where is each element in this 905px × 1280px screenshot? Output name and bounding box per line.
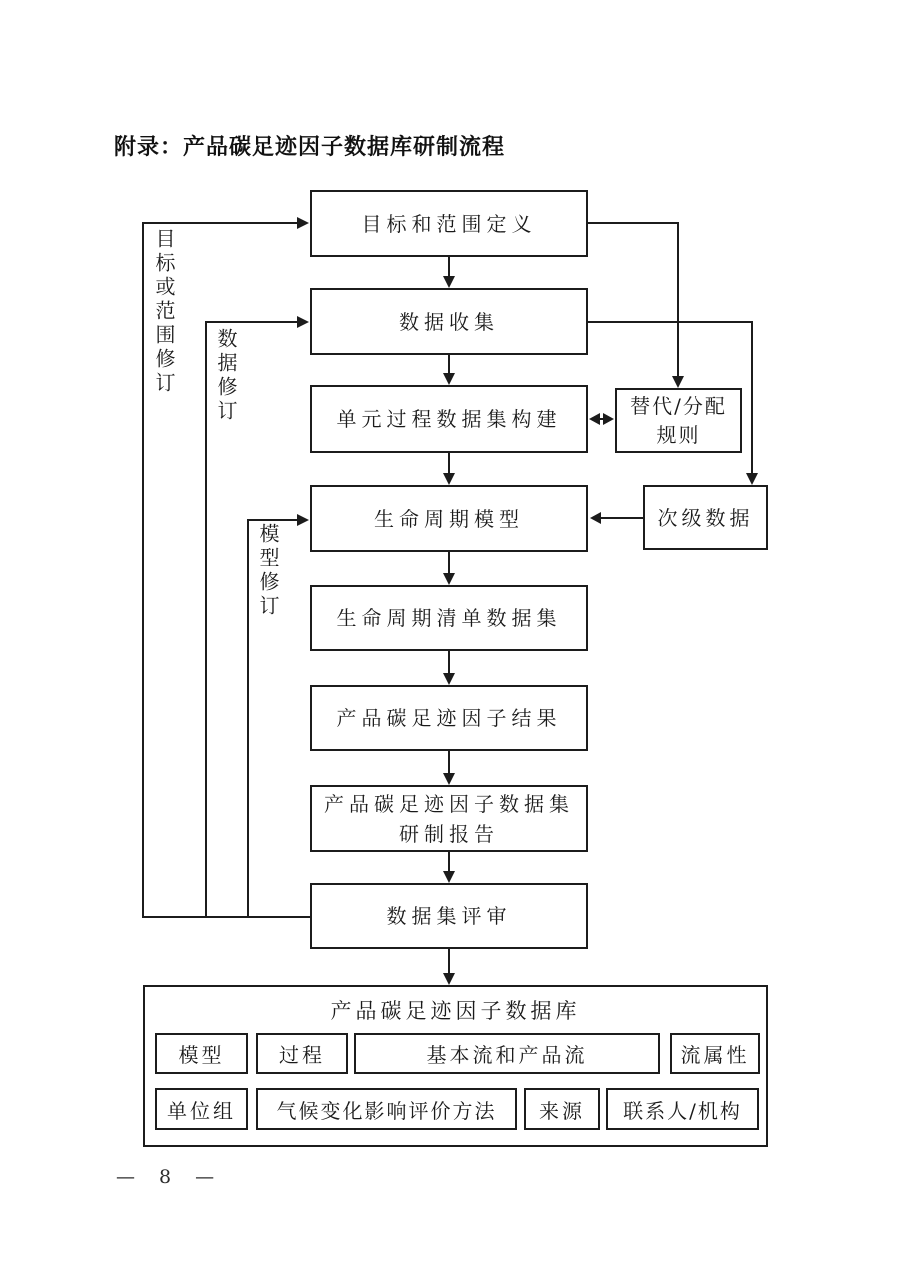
side-box-substitution-allocation-rules [615,388,742,453]
feedback-label-model-revision: 模型修订 [256,523,280,619]
flow-box-life-cycle-inventory-dataset [310,585,588,651]
database-title: 产品碳足迹因子数据库 [330,999,581,1023]
arrow-report-to-review [443,852,455,883]
side-box-secondary-data [643,485,768,550]
db-item-sources: 来源 [524,1088,600,1130]
side-box-label: 替代/分配规则 [630,393,727,447]
flow-box-label: 产品碳足迹因子结果 [336,706,562,730]
arrow-inventory-to-factor-result [443,651,455,685]
arrow-goal-to-data-collection [443,257,455,288]
flow-box-dataset-development-report [310,785,588,852]
page-title: 附录：产品碳足迹因子数据库研制流程 [114,134,506,159]
arrow-review-to-database [443,949,455,985]
flow-box-label: 数据集评审 [386,904,512,928]
db-item-contacts-institutions: 联系人/机构 [606,1088,759,1130]
db-item-flow-properties: 流属性 [670,1033,760,1074]
db-item-process: 过程 [256,1033,348,1074]
side-box-label: 次级数据 [657,505,754,530]
flow-box-label: 生命周期模型 [374,506,524,531]
feedback-label-goal-or-scope-revision: 目标或范围修订 [152,228,176,396]
arrow-factor-result-to-report [443,751,455,785]
flow-box-label: 数据收集 [399,309,499,334]
arrow-lifecycle-model-to-inventory [443,552,455,585]
flow-box-label: 目标和范围定义 [361,211,537,236]
arrow-unit-process-to-lifecycle-model [443,453,455,485]
page-number: — 8 — [116,1166,224,1188]
arrow-goal-to-substitution-rules [588,223,684,388]
arrow-secondary-data-to-lifecycle-model [590,512,643,524]
database-box [143,985,768,1147]
db-item-model: 模型 [155,1033,248,1074]
flow-box-dataset-review [310,883,588,949]
db-item-unit-groups: 单位组 [155,1088,248,1130]
flow-box-data-collection [310,288,588,355]
flow-box-label: 单元过程数据集构建 [336,407,562,431]
feedback-label-data-revision: 数据修订 [214,328,238,424]
flow-box-life-cycle-model [310,485,588,552]
flow-box-carbon-footprint-factor-result [310,685,588,751]
flow-box-label: 生命周期清单数据集 [336,606,562,630]
db-item-elementary-and-product-flows: 基本流和产品流 [354,1033,660,1074]
arrow-unit-process-substitution-bidirectional [589,413,614,425]
db-item-climate-change-impact-assessment-method: 气候变化影响评价方法 [256,1088,517,1130]
flow-box-goal-scope-definition [310,190,588,257]
flow-box-unit-process-dataset-construction [310,385,588,453]
arrow-data-collection-to-unit-process [443,355,455,385]
flow-box-label: 产品碳足迹因子数据集研制报告 [324,791,574,846]
